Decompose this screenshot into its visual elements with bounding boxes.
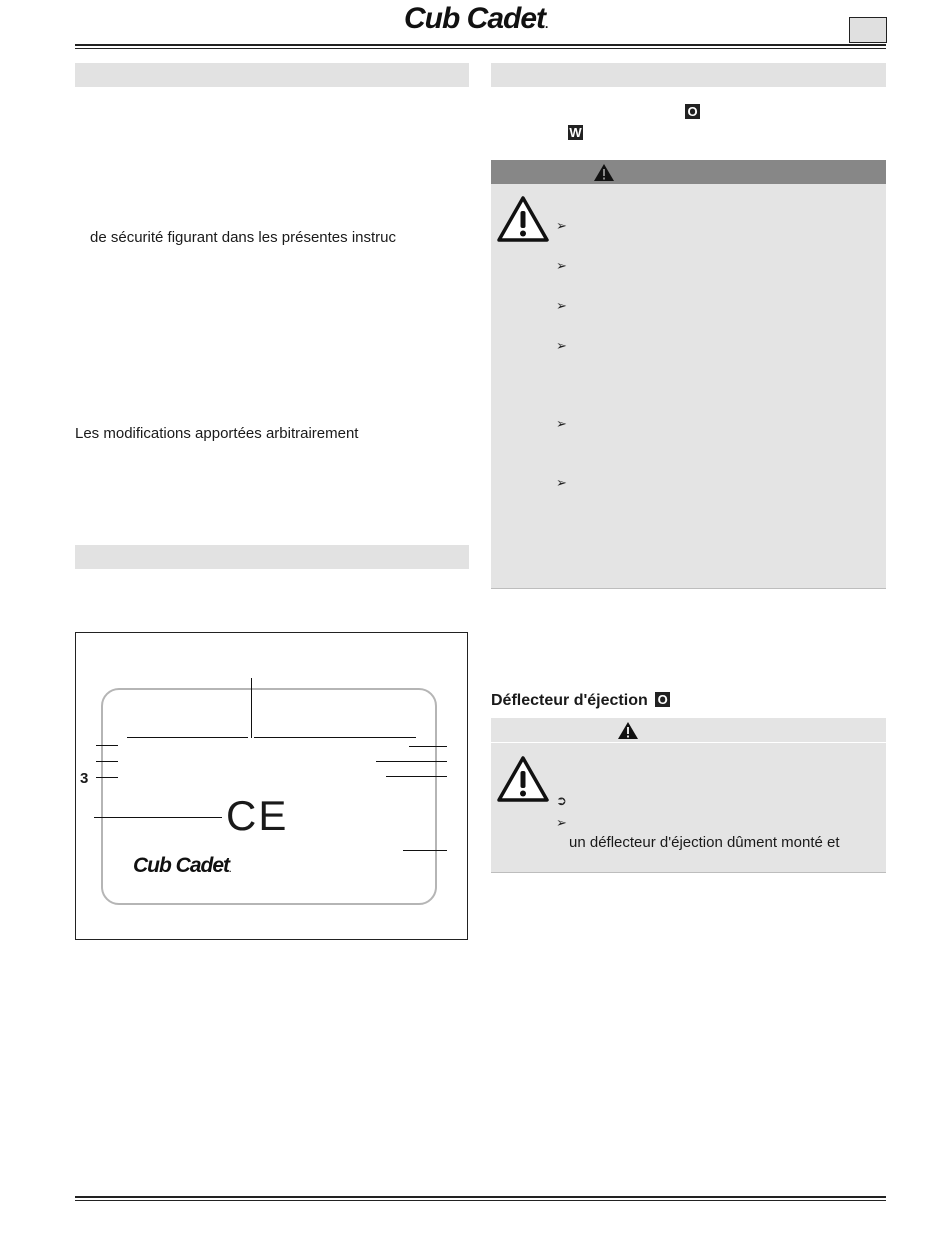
action-arrow-icon: ➲ [556, 793, 567, 808]
warning-header-icon-2 [617, 721, 639, 740]
brand-logo-text: Cub Cadet [404, 2, 545, 35]
warning-box-2 [491, 718, 886, 872]
bullet-arrow-1: ➢ [556, 218, 567, 233]
deflector-section-title [491, 692, 670, 710]
leader-line-left-1 [96, 745, 118, 746]
leader-line-right-4 [403, 850, 447, 851]
section-heading-bar-right-1 [491, 63, 886, 87]
warning-header-icon [593, 163, 615, 182]
intro-text-line-2: Les modifications apportées arbitrairement [75, 425, 359, 442]
option-badge-w: W [569, 125, 582, 140]
section-heading-bar-left-2 [75, 545, 469, 569]
warning-triangle-icon [496, 195, 550, 243]
bullet-arrow-6: ➢ [556, 475, 567, 490]
header-rule-top [75, 44, 886, 46]
deflector-text-line: un déflecteur d'éjection dûment monté et [569, 834, 840, 851]
label-callout-number: 3 [80, 770, 89, 787]
label-brand-logo-text: Cub Cadet [133, 854, 229, 877]
ce-mark: CE [226, 792, 289, 839]
footer-rule-top [75, 1196, 886, 1198]
option-badge-o: O [685, 104, 700, 119]
footer-rule-bottom [75, 1200, 886, 1201]
leader-line-top-vertical [251, 678, 252, 738]
warning-triangle-icon-2 [496, 755, 550, 803]
section-heading-bar-left-1 [75, 63, 469, 87]
leader-line-top-left [127, 737, 248, 738]
bullet-arrow-4: ➢ [556, 338, 567, 353]
warning-box-1-bottom-rule [491, 588, 886, 589]
brand-logo-mark: . [545, 17, 549, 31]
leader-line-left-2 [96, 761, 118, 762]
header-rule-bottom [75, 48, 886, 49]
brand-logo [404, 2, 548, 36]
deflector-title-text: Déflecteur d'éjection [491, 692, 648, 709]
warning-box-2-bottom-rule [491, 872, 886, 873]
bullet-arrow-5: ➢ [556, 416, 567, 431]
deflector-option-badge: O [655, 692, 670, 707]
leader-line-right-2 [376, 761, 447, 762]
label-brand-logo [133, 854, 231, 878]
leader-line-ce [94, 817, 222, 818]
leader-line-right-1 [409, 746, 447, 747]
warning-box-2-header [491, 718, 886, 742]
leader-line-top-right [254, 737, 416, 738]
bullet-arrow-7: ➢ [556, 815, 567, 830]
warning-box-1-body [491, 184, 886, 588]
leader-line-right-3 [386, 776, 447, 777]
warning-box-2-header-rule [491, 742, 886, 743]
bullet-arrow-3: ➢ [556, 298, 567, 313]
intro-text-line-1: de sécurité figurant dans les présentes instruc [90, 229, 396, 246]
leader-line-left-3 [96, 777, 118, 778]
page-language-box [849, 17, 887, 43]
bullet-arrow-2: ➢ [556, 258, 567, 273]
label-brand-logo-mark: . [229, 864, 232, 874]
warning-box-1-header [491, 160, 886, 184]
